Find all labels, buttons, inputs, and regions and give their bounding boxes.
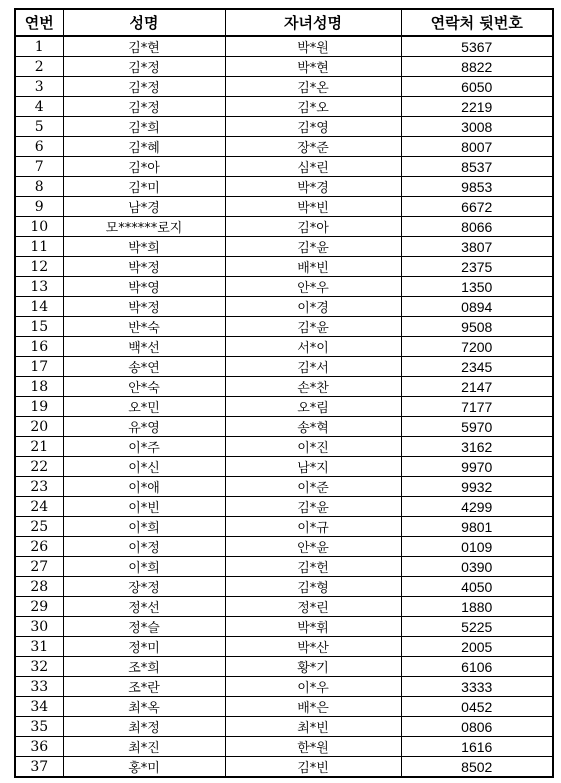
cell-child-name: 오*림 [225, 397, 401, 417]
cell-no: 23 [15, 477, 63, 497]
cell-phone-last: 2345 [401, 357, 553, 377]
cell-no: 29 [15, 597, 63, 617]
table-row [15, 137, 553, 157]
cell-no: 15 [15, 317, 63, 337]
cell-no: 31 [15, 637, 63, 657]
cell-child-name: 박*빈 [225, 197, 401, 217]
cell-phone-last: 3162 [401, 437, 553, 457]
cell-child-name: 김*오 [225, 97, 401, 117]
cell-no: 22 [15, 457, 63, 477]
cell-no: 25 [15, 517, 63, 537]
cell-name: 송*연 [63, 357, 225, 377]
cell-name: 김*정 [63, 77, 225, 97]
table-row [15, 77, 553, 97]
table-row [15, 717, 553, 737]
cell-no: 6 [15, 137, 63, 157]
cell-no: 2 [15, 57, 63, 77]
cell-name: 김*아 [63, 157, 225, 177]
table-row [15, 477, 553, 497]
cell-name: 박*영 [63, 277, 225, 297]
cell-name: 이*희 [63, 557, 225, 577]
cell-name: 조*희 [63, 657, 225, 677]
cell-child-name: 김*윤 [225, 317, 401, 337]
cell-name: 정*슬 [63, 617, 225, 637]
cell-phone-last: 0109 [401, 537, 553, 557]
cell-child-name: 김*서 [225, 357, 401, 377]
cell-no: 18 [15, 377, 63, 397]
table-row [15, 237, 553, 257]
cell-name: 이*빈 [63, 497, 225, 517]
cell-name: 이*애 [63, 477, 225, 497]
cell-child-name: 김*빈 [225, 757, 401, 778]
table-row [15, 117, 553, 137]
cell-phone-last: 6672 [401, 197, 553, 217]
cell-child-name: 배*빈 [225, 257, 401, 277]
cell-name: 이*신 [63, 457, 225, 477]
header-child-name: 자녀성명 [225, 9, 401, 36]
cell-phone-last: 3008 [401, 117, 553, 137]
table-row [15, 497, 553, 517]
cell-phone-last: 9853 [401, 177, 553, 197]
cell-no: 9 [15, 197, 63, 217]
cell-no: 26 [15, 537, 63, 557]
cell-name: 반*숙 [63, 317, 225, 337]
cell-no: 37 [15, 757, 63, 778]
cell-name: 김*현 [63, 36, 225, 57]
cell-child-name: 남*지 [225, 457, 401, 477]
cell-phone-last: 8537 [401, 157, 553, 177]
cell-phone-last: 1880 [401, 597, 553, 617]
cell-child-name: 서*이 [225, 337, 401, 357]
table-row [15, 757, 553, 778]
cell-phone-last: 3807 [401, 237, 553, 257]
cell-no: 8 [15, 177, 63, 197]
cell-phone-last: 5367 [401, 36, 553, 57]
cell-phone-last: 9970 [401, 457, 553, 477]
cell-phone-last: 4050 [401, 577, 553, 597]
cell-phone-last: 6050 [401, 77, 553, 97]
cell-name: 장*정 [63, 577, 225, 597]
cell-name: 김*혜 [63, 137, 225, 157]
cell-child-name: 배*은 [225, 697, 401, 717]
table-row [15, 657, 553, 677]
cell-phone-last: 8502 [401, 757, 553, 778]
cell-phone-last: 0806 [401, 717, 553, 737]
table-row [15, 197, 553, 217]
cell-child-name: 안*우 [225, 277, 401, 297]
cell-no: 34 [15, 697, 63, 717]
table-row [15, 36, 553, 57]
cell-name: 남*경 [63, 197, 225, 217]
table-row [15, 577, 553, 597]
cell-no: 5 [15, 117, 63, 137]
cell-name: 정*미 [63, 637, 225, 657]
cell-child-name: 손*찬 [225, 377, 401, 397]
cell-name: 김*미 [63, 177, 225, 197]
table-row [15, 417, 553, 437]
cell-child-name: 김*형 [225, 577, 401, 597]
table-row [15, 537, 553, 557]
cell-no: 35 [15, 717, 63, 737]
cell-phone-last: 2219 [401, 97, 553, 117]
cell-no: 7 [15, 157, 63, 177]
cell-name: 홍*미 [63, 757, 225, 778]
cell-name: 오*민 [63, 397, 225, 417]
cell-phone-last: 1616 [401, 737, 553, 757]
table-row [15, 317, 553, 337]
cell-no: 4 [15, 97, 63, 117]
table-header [15, 9, 553, 36]
cell-child-name: 김*윤 [225, 237, 401, 257]
cell-no: 12 [15, 257, 63, 277]
cell-name: 최*옥 [63, 697, 225, 717]
cell-phone-last: 4299 [401, 497, 553, 517]
cell-name: 이*희 [63, 517, 225, 537]
cell-name: 조*란 [63, 677, 225, 697]
table-row [15, 377, 553, 397]
cell-child-name: 김*윤 [225, 497, 401, 517]
header-phone-last: 연락처 뒷번호 [401, 9, 553, 36]
cell-phone-last: 0894 [401, 297, 553, 317]
cell-phone-last: 6106 [401, 657, 553, 677]
cell-child-name: 안*윤 [225, 537, 401, 557]
table-row [15, 157, 553, 177]
header-no: 연번 [15, 9, 63, 36]
table-row [15, 357, 553, 377]
cell-phone-last: 2005 [401, 637, 553, 657]
table-row [15, 337, 553, 357]
cell-no: 11 [15, 237, 63, 257]
cell-no: 16 [15, 337, 63, 357]
cell-no: 21 [15, 437, 63, 457]
table-row [15, 217, 553, 237]
cell-phone-last: 2375 [401, 257, 553, 277]
cell-child-name: 이*우 [225, 677, 401, 697]
cell-child-name: 최*빈 [225, 717, 401, 737]
cell-child-name: 정*린 [225, 597, 401, 617]
table-row [15, 297, 553, 317]
table-row [15, 697, 553, 717]
cell-name: 김*정 [63, 57, 225, 77]
cell-phone-last: 5970 [401, 417, 553, 437]
cell-name: 김*희 [63, 117, 225, 137]
table-row [15, 97, 553, 117]
cell-child-name: 김*영 [225, 117, 401, 137]
cell-name: 박*정 [63, 257, 225, 277]
cell-phone-last: 9508 [401, 317, 553, 337]
cell-name: 백*선 [63, 337, 225, 357]
table-row [15, 597, 553, 617]
cell-phone-last: 8822 [401, 57, 553, 77]
cell-no: 19 [15, 397, 63, 417]
cell-child-name: 이*진 [225, 437, 401, 457]
cell-no: 1 [15, 36, 63, 57]
cell-child-name: 김*헌 [225, 557, 401, 577]
cell-child-name: 황*기 [225, 657, 401, 677]
cell-name: 안*숙 [63, 377, 225, 397]
cell-phone-last: 0452 [401, 697, 553, 717]
cell-no: 20 [15, 417, 63, 437]
cell-phone-last: 8007 [401, 137, 553, 157]
cell-child-name: 이*규 [225, 517, 401, 537]
cell-no: 28 [15, 577, 63, 597]
cell-child-name: 김*아 [225, 217, 401, 237]
cell-phone-last: 9932 [401, 477, 553, 497]
cell-name: 박*정 [63, 297, 225, 317]
cell-name: 정*선 [63, 597, 225, 617]
cell-name: 모******로지 [63, 217, 225, 237]
roster-table [14, 8, 554, 778]
cell-phone-last: 8066 [401, 217, 553, 237]
cell-name: 유*영 [63, 417, 225, 437]
table-row [15, 557, 553, 577]
cell-phone-last: 1350 [401, 277, 553, 297]
table-row [15, 57, 553, 77]
cell-child-name: 심*린 [225, 157, 401, 177]
cell-no: 27 [15, 557, 63, 577]
cell-child-name: 송*혁 [225, 417, 401, 437]
cell-no: 24 [15, 497, 63, 517]
cell-child-name: 김*온 [225, 77, 401, 97]
cell-no: 14 [15, 297, 63, 317]
cell-child-name: 이*경 [225, 297, 401, 317]
cell-name: 최*정 [63, 717, 225, 737]
cell-phone-last: 5225 [401, 617, 553, 637]
cell-phone-last: 0390 [401, 557, 553, 577]
cell-child-name: 박*경 [225, 177, 401, 197]
table-row [15, 277, 553, 297]
cell-phone-last: 3333 [401, 677, 553, 697]
cell-name: 최*진 [63, 737, 225, 757]
cell-child-name: 이*준 [225, 477, 401, 497]
cell-child-name: 박*휘 [225, 617, 401, 637]
table-row [15, 177, 553, 197]
header-row [15, 9, 553, 36]
table-row [15, 617, 553, 637]
cell-name: 박*희 [63, 237, 225, 257]
cell-child-name: 한*원 [225, 737, 401, 757]
cell-name: 김*정 [63, 97, 225, 117]
cell-child-name: 박*산 [225, 637, 401, 657]
cell-no: 36 [15, 737, 63, 757]
cell-no: 32 [15, 657, 63, 677]
cell-phone-last: 9801 [401, 517, 553, 537]
table-row [15, 637, 553, 657]
cell-phone-last: 7177 [401, 397, 553, 417]
table-row [15, 257, 553, 277]
cell-phone-last: 7200 [401, 337, 553, 357]
cell-no: 3 [15, 77, 63, 97]
cell-child-name: 박*현 [225, 57, 401, 77]
cell-no: 10 [15, 217, 63, 237]
cell-no: 33 [15, 677, 63, 697]
cell-child-name: 장*준 [225, 137, 401, 157]
table-row [15, 437, 553, 457]
cell-child-name: 박*원 [225, 36, 401, 57]
cell-no: 13 [15, 277, 63, 297]
table-row [15, 737, 553, 757]
header-name: 성명 [63, 9, 225, 36]
table-row [15, 517, 553, 537]
cell-no: 30 [15, 617, 63, 637]
cell-name: 이*정 [63, 537, 225, 557]
table-body [15, 36, 553, 777]
table-row [15, 677, 553, 697]
table-row [15, 397, 553, 417]
cell-name: 이*주 [63, 437, 225, 457]
cell-no: 17 [15, 357, 63, 377]
cell-phone-last: 2147 [401, 377, 553, 397]
table-row [15, 457, 553, 477]
